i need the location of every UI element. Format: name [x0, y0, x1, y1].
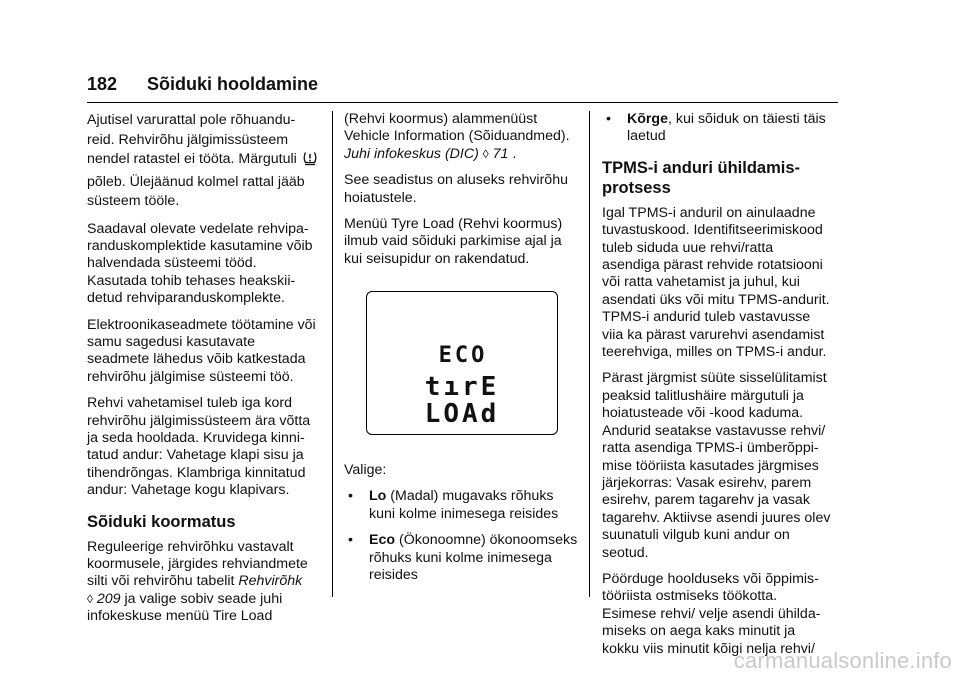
bullet: •	[348, 532, 353, 549]
option-term: Kõrge	[627, 111, 668, 127]
option-term: Lo	[369, 488, 387, 505]
dic-display-illustration	[366, 291, 558, 435]
tire-pressure-warning-icon	[303, 151, 317, 173]
column-divider	[589, 111, 590, 597]
paragraph: Menüü Tyre Load (Rehvi koormus) ilmub vaid sõiduki parkimise ajal ja kui seisupidur on rakendatud.	[344, 216, 563, 267]
text-line: nendel ratastel ei tööta. Märgutuli	[87, 151, 297, 167]
column-2-lower	[344, 462, 584, 593]
cross-reference-title: Juhi infokeskus (DIC)	[344, 145, 479, 162]
display-segments	[367, 292, 557, 434]
column-2	[344, 111, 584, 277]
paragraph	[87, 539, 327, 626]
paragraph: Pärast järgmist süüte sisselülitamist peaksid talitlushäire märgutuli ja hoiatusteade või -kood kaduma. Andurid seatakse vastavusse rehvi/ ratta asendiga TPMS-i ümberõppi- mise tööriista kasutades järgmises järjekorras: Vasak esirehv, parem esirehv, parem tagarehv ja vasak tagarehv. Aktiivse asendi juures olev suunatuli vilgub kuni andur on seotud.	[602, 370, 831, 561]
column-1	[87, 111, 327, 635]
paragraph: Valige:	[344, 462, 387, 478]
paragraph	[344, 111, 584, 163]
page-number: 182	[87, 74, 118, 94]
list-item	[344, 532, 584, 584]
paragraph: Saadaval olevate vedelate rehvipa- randuskomplektide kasutamine võib halvendada süsteemi tööd. Kasutada tohib tehases heakskii- detud rehviparanduskomplekte.	[87, 220, 313, 307]
display-line-eco: ECO	[438, 343, 488, 368]
cross-reference-title: Rehvirõhk	[238, 573, 303, 590]
text: (Rehvi koormus) alammenüüst Vehicle Information (Sõiduandmed).	[344, 111, 570, 145]
display-line-tire: tırE	[424, 372, 500, 402]
paragraph: See seadistus on aluseks rehvirõhu hoiatustele.	[344, 172, 568, 206]
bullet: •	[348, 488, 353, 505]
cross-reference-icon: ◊	[87, 591, 93, 606]
section-heading: TPMS-i anduri ühildamis- protsess	[602, 158, 801, 197]
column-divider	[332, 111, 333, 597]
list-item	[602, 111, 842, 146]
list-item	[344, 488, 584, 523]
cross-reference-icon: ◊	[482, 146, 489, 161]
paragraph: Pöörduge hoolduseks või õppimis- tööriista ostmiseks töökotta. Esimese rehvi/ velje asendi ühilda- miseks on aega kaks minutit ja kokku viis minutit kõigi nelja rehvi/	[602, 570, 821, 657]
column-3	[602, 111, 842, 667]
option-text: , kui sõiduk on täiesti täis laetud	[627, 111, 826, 145]
cross-reference-page: 71	[492, 145, 509, 162]
cross-reference-page: 209	[96, 590, 121, 607]
section-heading: Sõiduki koormatus	[87, 512, 236, 531]
option-term: Eco	[369, 532, 396, 549]
bullet: •	[606, 111, 611, 127]
display-line-load: LOAd	[424, 399, 500, 429]
paragraph: Rehvi vahetamisel tuleb iga kord rehvirõhu jälgimissüsteem ära võtta ja seda hooldada. Kruvidega kinni- tatud andur: Vahetage klapi sisu ja tihendrõngas. Klambriga kinnitatud andur: Vahetage kogu klapivars.	[87, 395, 311, 499]
paragraph	[87, 111, 327, 212]
text-line: põleb. Ülejäänud kolmel rattal jääb	[87, 173, 305, 190]
text: ja valige sobiv seade juhi infokeskuse menüü Tire Load	[87, 590, 283, 625]
paragraph: Elektroonikaseadmete töötamine või samu sagedusi kasutavate seadmete lähedus võib katkestada rehvirõhu jälgimise süsteemi töö.	[87, 316, 316, 385]
paragraph: Igal TPMS-i anduril on ainulaadne tuvastuskood. Identifitseerimiskood tuleb siduda uue rehvi/ratta asendiga pärast rehvide rotatsiooni või ratta vahetamist ja juhul, kui asendati üks või mitu TPMS-andurit. TPMS-i andurid tuleb vastavusse viia ka pärast varurehvi asendamist teerehviga, milles on TPMS-i andur.	[602, 204, 830, 361]
header-rule	[87, 102, 838, 103]
text-line: süsteem tööle.	[87, 193, 180, 209]
watermark: carmanualsonline.info	[733, 648, 952, 673]
option-text: (Madal) mugavaks rõhuks kuni kolme inimesega reisides	[369, 488, 559, 522]
option-text: (Ökonoomne) ökonoomseks rõhuks kuni kolme inimesega reisides	[369, 532, 578, 584]
text-line: Ajutisel varurattal pole rõhuandu-	[87, 112, 296, 128]
text-line: reid. Rehvirõhu jälgimissüsteem	[87, 131, 289, 148]
text: Reguleerige rehvirõhku vastavalt koormusele, järgides rehviandmete silti või rehvirõhu tabelit	[87, 538, 308, 590]
text: .	[508, 145, 517, 162]
page-header	[87, 64, 838, 96]
section-title: Sõiduki hooldamine	[147, 74, 319, 94]
